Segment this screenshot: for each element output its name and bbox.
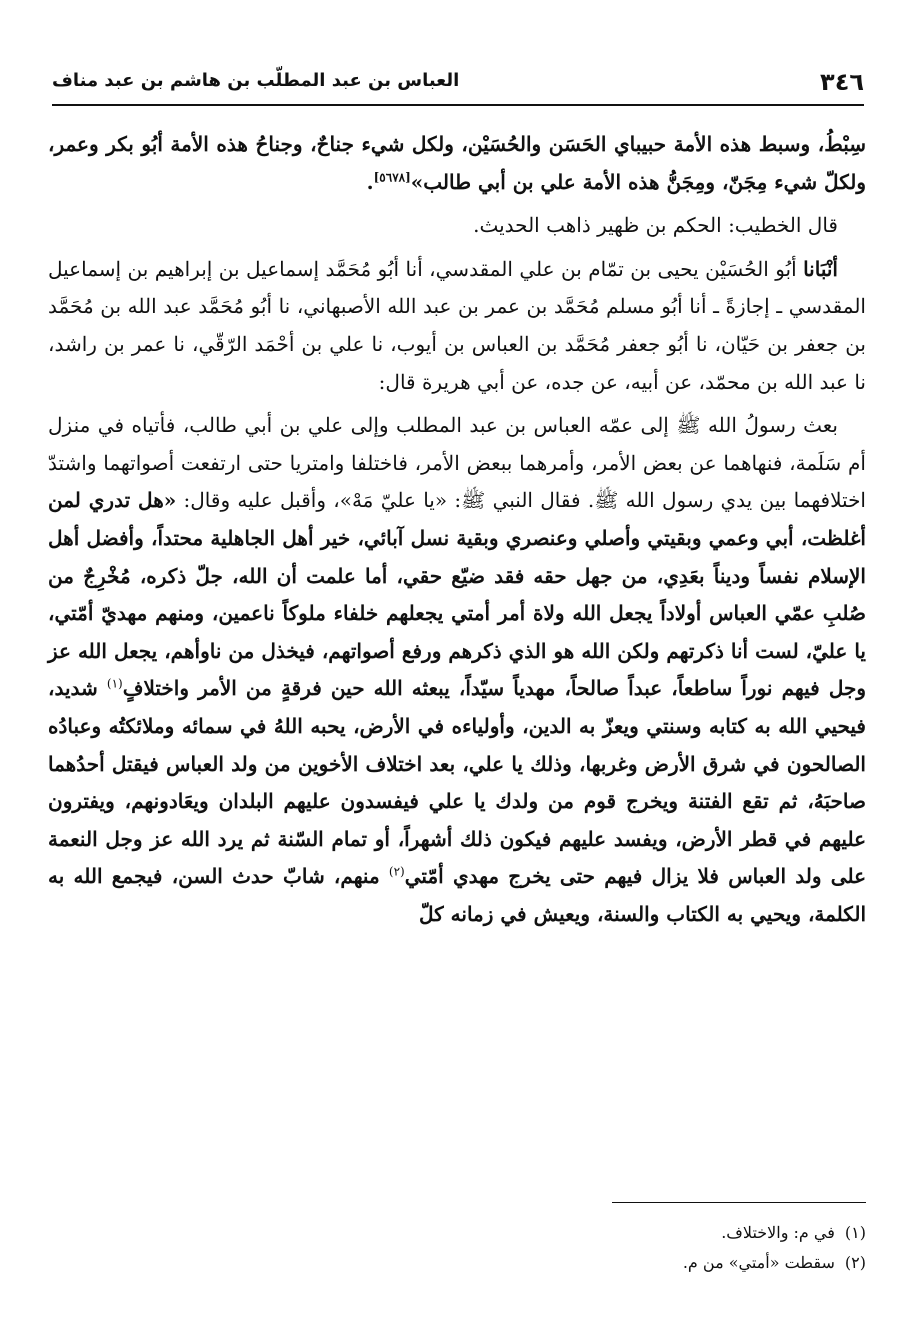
period: . xyxy=(366,169,374,194)
hadith-quote: «هل تدري لمن أغلظت، أبي وعمي وبقيتي وأصلي وعنصري وبقية نسل آبائي، خير أهل الجاهلية محتداً، وأفضل أهل الإسلام نفساً وديناً بعَدِي، من جهل حقه فقد ضيّع حقي، أما علمت أن الله، جلّ ذكره، مُخْرِجٌ من صُلبِ عمّي العباس أولاداً يجعل الله ولاة أمر أمتي يجعلهم خلفاء ملوكاً ناعمين، ومنهم مهديّ أمّتي، يا عليّ، لست أنا ذكرتهم ولكن الله هو الذي ذكرهم ورفع أصواتهم، فيخذل من ناوأهم، يجعل الله عز وجل فيهم نوراً ساطعاً، عبداً صالحاً، مهدياً سيّداً، يبعثه الله حين فرقةٍ من الأمر واختلافٍ xyxy=(48,488,866,701)
footnote-2 xyxy=(400,1248,866,1278)
footnote-marker-1: (١) xyxy=(106,676,123,691)
page-number: ٣٤٦ xyxy=(820,68,864,96)
hadith-number: [٥٦٧٨] xyxy=(373,169,411,184)
isnad-text: أبُو الحُسَيْن يحيى بن تمّام بن علي المقدسي، أنا أبُو مُحَمَّد إسماعيل بن إبراهيم بن إسماعيل المقدسي ـ إجازةً ـ أنا أبُو مسلم مُحَمَّد بن عمر بن عبد الله الأصبهاني، نا أبُو مُحَمَّد عبد الله بن مُحَمَّد بن جعفر بن حَيّان، نا أبُو جعفر مُحَمَّد بن العباس بن أيوب، نا علي بن أحْمَد الرّقّي، نا عمر بن راشد، نا عبد الله بن محمّد، عن أبيه، عن جده، عن أبي هريرة قال: xyxy=(48,256,866,394)
footnotes xyxy=(400,1218,866,1278)
footnote-marker-2: (٢) xyxy=(388,864,405,879)
paragraph-khatib: قال الخطيب: الحكم بن ظهير ذاهب الحديث. xyxy=(473,213,838,238)
paragraph-hadith xyxy=(48,407,866,933)
hadith-quote-cont: شديد، فيحيي الله به كتابه وسنتي ويعزّ به الدين، وأولياءه في الأرض، يحبه اللهُ في سمائه وملائكتُه وعبادُه الصالحون في شرق الأرض وغربها، وذلك يا علي، بعد اختلاف الأخوين من ولد العباس فيقتل أحدُهما صاحبَهُ، ثم تقع الفتنة ويخرج قوم من ولدك يا علي فيفسدون عليهم البلدان ويعَادونهم، ويفترون عليهم في قطر الأرض، ويفسد عليهم فيكون ذلك أشهراً، أو تمام السّنة ثم يرد الله عز وجل النعمة على ولد العباس فلا يزال فيهم حتى يخرج مهدي أمّتي xyxy=(48,676,867,889)
footnote-1 xyxy=(400,1218,866,1248)
header-rule xyxy=(52,104,864,106)
paragraph-hadith-end xyxy=(48,126,866,201)
footnote-text: في م: والاختلاف. xyxy=(721,1223,835,1242)
page-header xyxy=(52,66,864,100)
footnote-rule xyxy=(612,1202,866,1203)
anbana-keyword: أنْبَانا xyxy=(803,256,838,281)
footnote-number: (١) xyxy=(844,1223,866,1242)
main-text xyxy=(48,126,866,933)
footnote-text: سقطت «أمتي» من م. xyxy=(682,1253,835,1272)
running-title: العباس بن عبد المطلّب بن هاشم بن عبد مناف xyxy=(52,70,460,91)
paragraph-isnad xyxy=(48,251,866,401)
hadith-intro: بعث رسولُ الله ﷺ إلى عمّه العباس بن عبد المطلب وإلى علي بن أبي طالب، فأتياه في منزل أم سَلَمة، فنهاهما عن بعض الأمر، وأمرهما ببعض الأمر، فاختلفا وامتريا حتى ارتفعت أصواتهما واشتدّ اختلافهما بين يدي رسول الله ﷺ. فقال النبي ﷺ: «يا عليّ مَهْ»، وأقبل عليه وقال: xyxy=(48,413,866,513)
footnote-number: (٢) xyxy=(844,1253,866,1272)
paragraph-text: سِبْطُ، وسبط هذه الأمة حبيباي الحَسَن والحُسَيْن، ولكل شيء جناحٌ، وجناحُ هذه الأمة أبُو بكر وعمر، ولكلّ شيء مِجَنّ، ومِجَنُّ هذه الأمة علي بن أبي طالب» xyxy=(48,132,866,194)
hadith-quote-end: منهم، شابّ حدث السن، فيجمع الله به الكلمة، ويحيي به الكتاب والسنة، ويعيش في زمانه كلّ xyxy=(48,864,866,926)
